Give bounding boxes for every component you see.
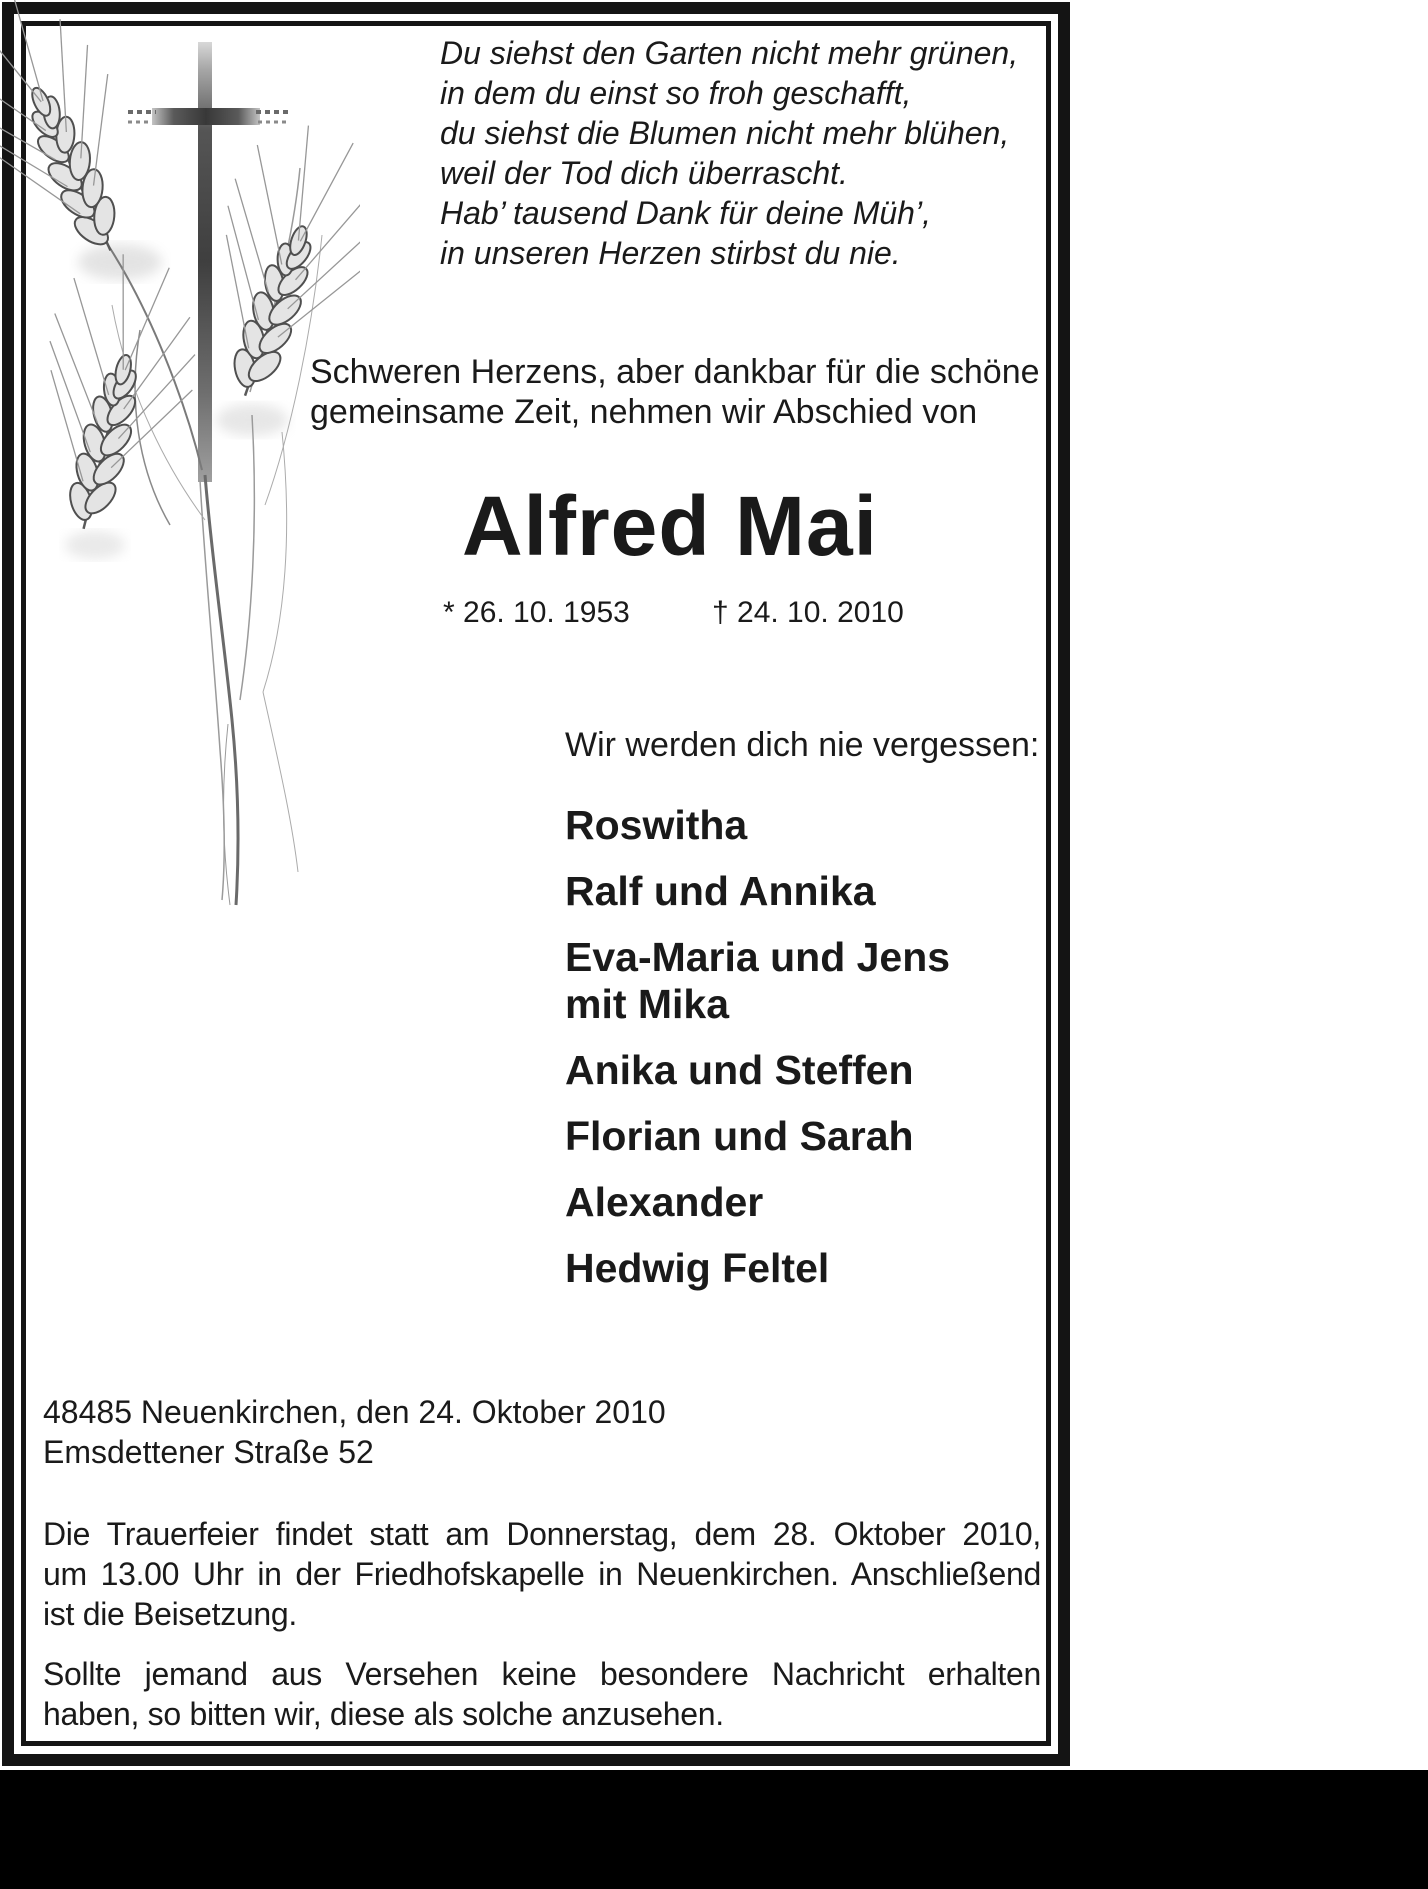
graphite-smudge: [78, 244, 162, 280]
scan-black-bar: [0, 1770, 1428, 1889]
mourner-name: Alexander: [565, 1179, 764, 1225]
announcement-line: gemeinsame Zeit, nehmen wir Abschied von: [310, 393, 978, 431]
cross-and-wheat-illustration: [0, 0, 360, 920]
closing-notice: [43, 1654, 1041, 1734]
deceased-name: Alfred Mai: [461, 479, 879, 573]
street-line: Emsdettener Straße 52: [43, 1434, 374, 1470]
wheat-ear: [6, 242, 220, 547]
wheat-ear: [0, 0, 176, 284]
birth-date: * 26. 10. 1953: [443, 596, 630, 629]
mourner-name: Hedwig Feltel: [565, 1245, 830, 1291]
funeral-line: um 13.00 Uhr in der Friedhofskapelle in Neuenkirchen. Anschließend: [43, 1556, 1041, 1592]
announcement-line: Schweren Herzens, aber dankbar für die schöne: [310, 353, 1040, 391]
funeral-line: Die Trauerfeier findet statt am Donnerstag, dem 28. Oktober 2010,: [43, 1516, 1041, 1552]
poem-line: Hab’ tausend Dank für deine Müh’,: [440, 195, 931, 231]
poem-line: in dem du einst so froh geschafft,: [440, 75, 912, 111]
notice-line: haben, so bitten wir, diese als solche anzusehen.: [43, 1696, 724, 1732]
death-date: † 24. 10. 2010: [712, 596, 904, 629]
mourners-list: [565, 802, 950, 1311]
poem-line: Du siehst den Garten nicht mehr grünen,: [440, 35, 1019, 71]
mourner-name-continuation: mit Mika: [565, 981, 730, 1027]
place-date-line: 48485 Neuenkirchen, den 24. Oktober 2010: [43, 1394, 666, 1430]
poem-line: in unseren Herzen stirbst du nie.: [440, 235, 901, 271]
notice-line: Sollte jemand aus Versehen keine besondere Nachricht erhalten: [43, 1656, 1041, 1692]
mourner-name: Eva-Maria und Jens: [565, 934, 951, 980]
funeral-info: [43, 1514, 1041, 1634]
graphite-smudge: [65, 531, 125, 559]
farewell-announcement: [310, 352, 1040, 432]
mourner-name: Ralf und Annika: [565, 868, 876, 914]
poem-line: du siehst die Blumen nicht mehr blühen,: [440, 115, 1010, 151]
memorial-poem: [440, 33, 1018, 273]
address-block: [43, 1392, 666, 1472]
mourner-name: Roswitha: [565, 802, 748, 848]
mourner-name: Anika und Steffen: [565, 1047, 914, 1093]
poem-line: weil der Tod dich überrascht.: [440, 155, 848, 191]
mourner-name: Florian und Sarah: [565, 1113, 914, 1159]
funeral-line: ist die Beisetzung.: [43, 1596, 298, 1632]
remembrance-intro: Wir werden dich nie vergessen:: [565, 726, 1040, 764]
